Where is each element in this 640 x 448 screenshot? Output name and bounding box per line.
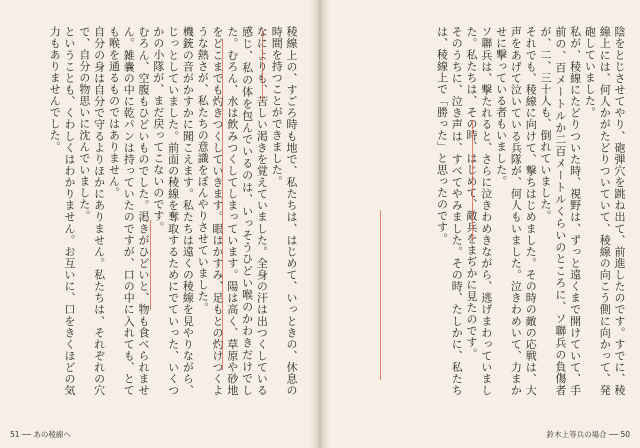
paragraph: 陰をとじさせてやり、砲弾穴を跳ね出て、前進したのです。すでに、稜線上には、何人かがたどりついていて、稜線の向こう側に向かって、発砲していました。 [583, 26, 626, 396]
paragraph: そのうちに、泣き声は、すべてやみました。その時、たしかに、私たちは、稜線上で「勝った」と思ったのです。 [435, 26, 464, 396]
handwritten-underline-mark [380, 210, 381, 380]
paragraph: 稜線上の、すごろ時も地で、私たちは、はじめて、いっときの、休息の時間を持つことができました。 [270, 26, 298, 396]
left-page [0, 0, 318, 448]
paragraph: 自分の身は自分で守るよりほかにありません。私たちは、それぞれの穴で、自分の物思いに沈んでいました。 [77, 26, 106, 396]
handwritten-underline-mark [262, 30, 263, 100]
right-page [322, 0, 640, 448]
handwritten-underline-mark [472, 120, 473, 240]
book-gutter [310, 0, 330, 448]
paragraph: 私が、稜線にたどりついた時、視野は、ずっと遠くまで開けていて、手前の、百メートルか二百メートルくらいのところに、ソ聯兵の負傷者が、二、三十人も、倒れていました。 [539, 26, 582, 396]
paragraph: それでも、稜線に向けて、撃ちはじめました。その時の敵の応戦は、大声をあげて泣いている兵隊が、何人もいました。泣きわめいて、力まかせに撃っている者もいました。 [494, 26, 538, 396]
paragraph: ということも、くわしくはわかりません。お互いに、口をきくほどの気力もありませんでした。 [48, 26, 77, 396]
paragraph: むろん、空腹もひどいものでした。渇きがひどいと、物も食べられません。雑嚢の中に乾パンは持っていたのですが、口の中に入れても、とても喉を通るものではありません。 [107, 26, 151, 396]
page-footer: 鈴木上等兵の場合 ── 50 [546, 430, 630, 439]
handwritten-underline-mark [150, 220, 151, 310]
left-page-text [14, 26, 298, 396]
page-footer: 51 ── あの稜線へ [10, 430, 71, 439]
handwritten-underline-mark [222, 40, 223, 370]
paragraph: ソ聯兵は、撃たれると、さらに泣きわめきながら、逃げまわっていました。私たちは、その時、はじめて、敵兵をまぢかに見たのです。 [465, 26, 493, 396]
paragraph: なによりも、苦しい渇きを覚えていました。全身の汗は出つくしている感じ、私の体を包んでいるのは、いっそうひどい喉のかわきだけでした。むろん、水は飲みつくしてしまっています。陽は高く、草原や砂地をどこまでも灼きつくしていきます。眼はかすみ、足もとの灼けつくような熱さが、私たちの意識をぼんやりさせていました。 [196, 26, 269, 396]
paragraph: 機銃の音がかすかに聞こえます。私たちは遠くの稜線を見やりながら、じっとしていました。前面の稜線を奪取するためにでていった、いくつかの小隊が、まだ戻ってこないのです。 [151, 26, 195, 396]
